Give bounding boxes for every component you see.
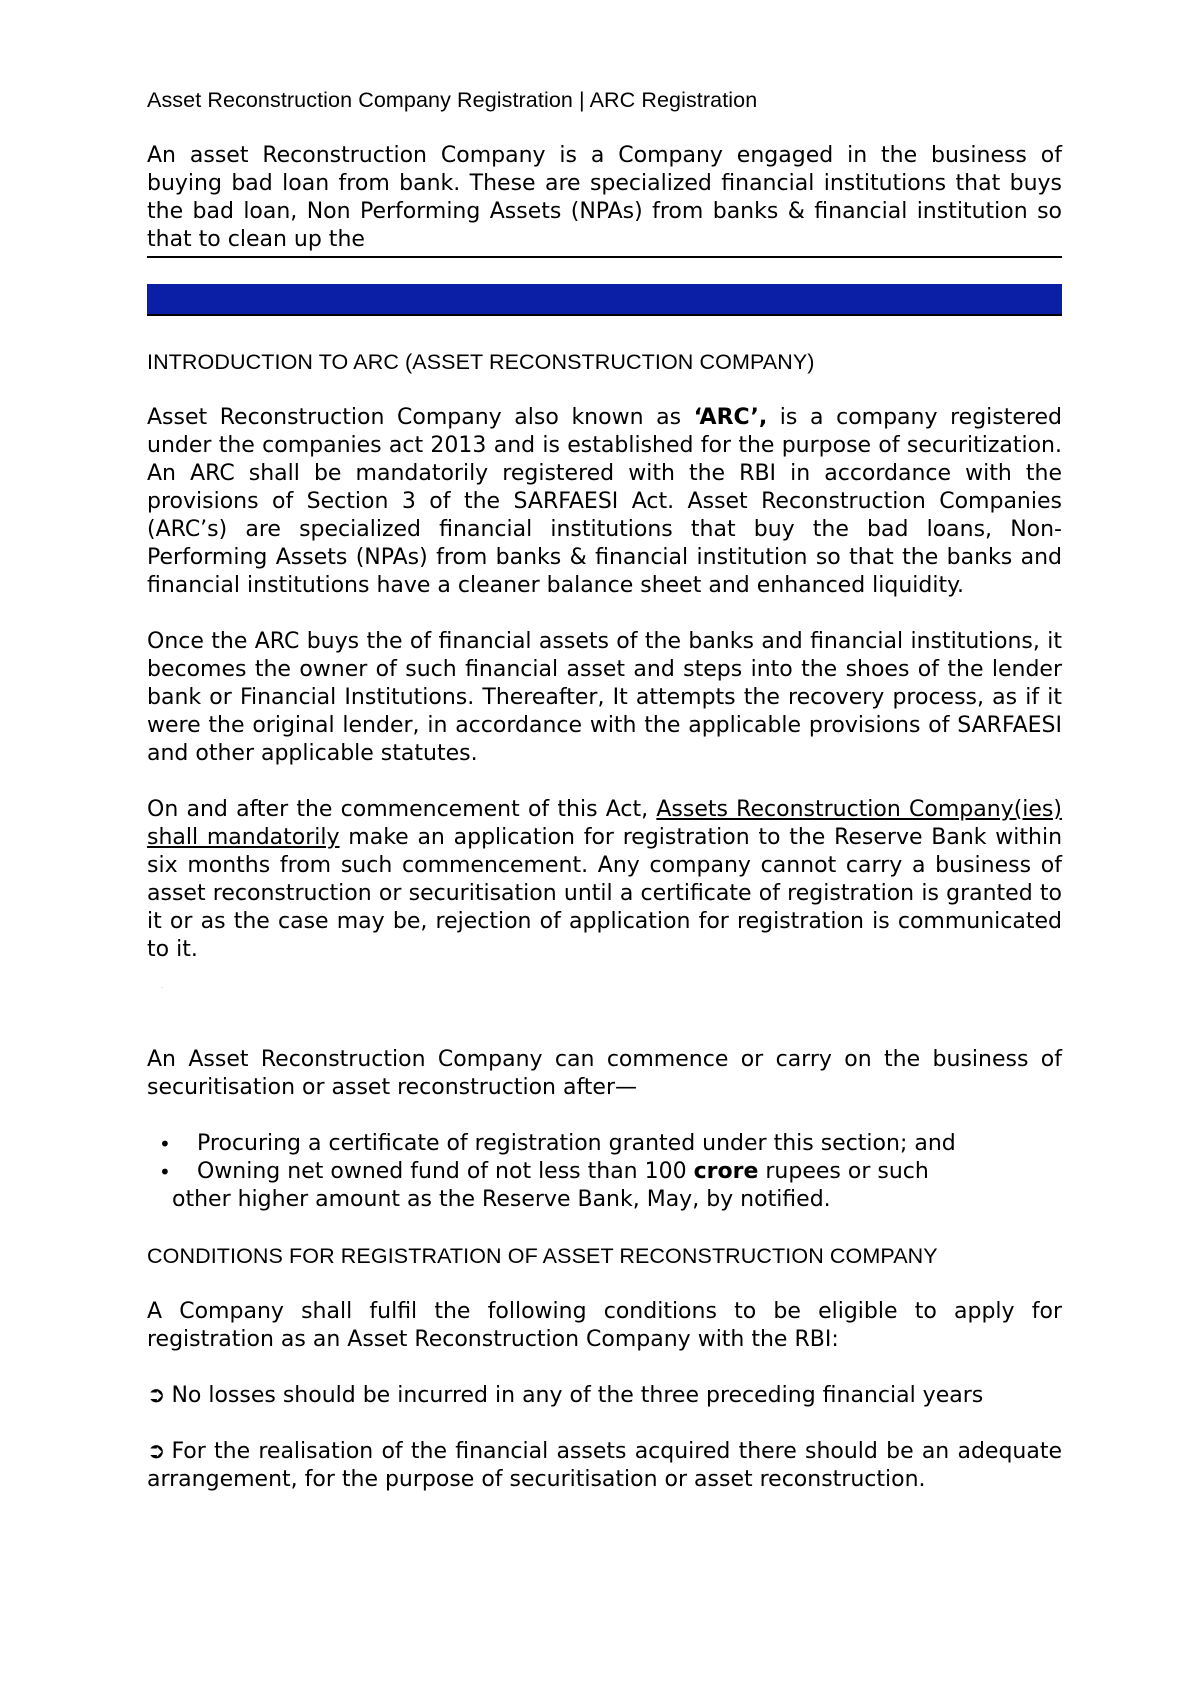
list-item-continuation: other higher amount as the Reserve Bank, May, by notified. (172, 1187, 831, 1212)
registration-underlined-link[interactable]: Assets Reconstruction Company(ies) shall mandatorily (147, 797, 1062, 850)
condition-item (147, 1382, 1062, 1410)
intro-paragraph: An asset Reconstruction Company is a Company engaged in the business of buying bad loan from bank. These are specialized financial institutions that buys the bad loan, Non Performing Assets (NPAs) from banks & financial institution so that to clean up the (147, 142, 1062, 258)
section-heading-conditions: CONDITIONS FOR REGISTRATION OF ASSET RECONSTRUCTION COMPANY (147, 1244, 938, 1268)
registration-text-end: make an application for registration to the Reserve Bank within six months from such commencement. Any company cannot carry a business of asset reconstruction or securitisation until a certificate of registration is granted to it or as the case may be, rejection of application for registration is communicated to it. (147, 825, 1063, 962)
bullet-icon: • (159, 1132, 171, 1156)
page-title: Asset Reconstruction Company Registration | ARC Registration (147, 88, 758, 112)
list-item (147, 1158, 1062, 1214)
condition-text: For the realisation of the financial assets acquired there should be an adequate arrangement, for the purpose of securitisation or asset reconstruction. (147, 1439, 1062, 1492)
registration-text-start: On and after the commencement of this Act, (147, 797, 657, 822)
registration-requirement-paragraph (147, 796, 1062, 964)
arc-definition-paragraph (147, 404, 1062, 600)
crore-bold-term: crore (693, 1159, 759, 1184)
list-item-text-end: rupees or such (758, 1159, 929, 1184)
arc-bold-term: ‘ARC’, (693, 405, 768, 430)
section-heading-introduction: INTRODUCTION TO ARC (ASSET RECONSTRUCTION COMPANY) (147, 350, 815, 374)
stray-mark: · (161, 985, 163, 992)
arc-definition-text-end: is a company registered under the companies act 2013 and is established for the purpose of securitization. An ARC shall be mandatorily registered with the RBI in accordance with the provisions of Section 3 of the SARFAESI Act. Asset Reconstruction Companies (ARC’s) are specialized financial institutions that buy the bad loans, Non-Performing Assets (NPAs) from banks & financial institution so that the banks and financial institutions have a cleaner balance sheet and enhanced liquidity. (147, 405, 1062, 598)
condition-text: No losses should be incurred in any of the three preceding financial years (171, 1383, 984, 1408)
document-page (147, 86, 1062, 1522)
commencement-paragraph: An Asset Reconstruction Company can commence or carry on the business of securitisation or asset reconstruction after— (147, 1047, 1062, 1100)
blue-banner (147, 284, 1062, 316)
list-item-text: Procuring a certificate of registration granted under this section; and (197, 1131, 956, 1156)
blank-spacer (147, 964, 1062, 1046)
condition-item (147, 1438, 1062, 1494)
conditions-intro-paragraph: A Company shall fulfil the following conditions to be eligible to apply for registration as an Asset Reconstruction Company with the RBI: (147, 1299, 1062, 1352)
bullet-icon: • (159, 1160, 171, 1184)
requirements-list (147, 1130, 1062, 1214)
list-item (147, 1130, 1062, 1158)
arrow-bullet-icon: ➲ (147, 1439, 166, 1464)
arc-definition-text-start: Asset Reconstruction Company also known as (147, 405, 694, 430)
arc-ownership-paragraph: Once the ARC buys the of financial assets of the banks and financial institutions, it becomes the owner of such financial asset and steps into the shoes of the lender bank or Financial Institutions. Thereafter, It attempts the recovery process, as if it were the original lender, in accordance with the applicable provisions of SARFAESI and other applicable statutes. (147, 629, 1062, 766)
list-item-text-start: Owning net owned fund of not less than 100 (197, 1159, 694, 1184)
arrow-bullet-icon: ➲ (147, 1383, 166, 1408)
